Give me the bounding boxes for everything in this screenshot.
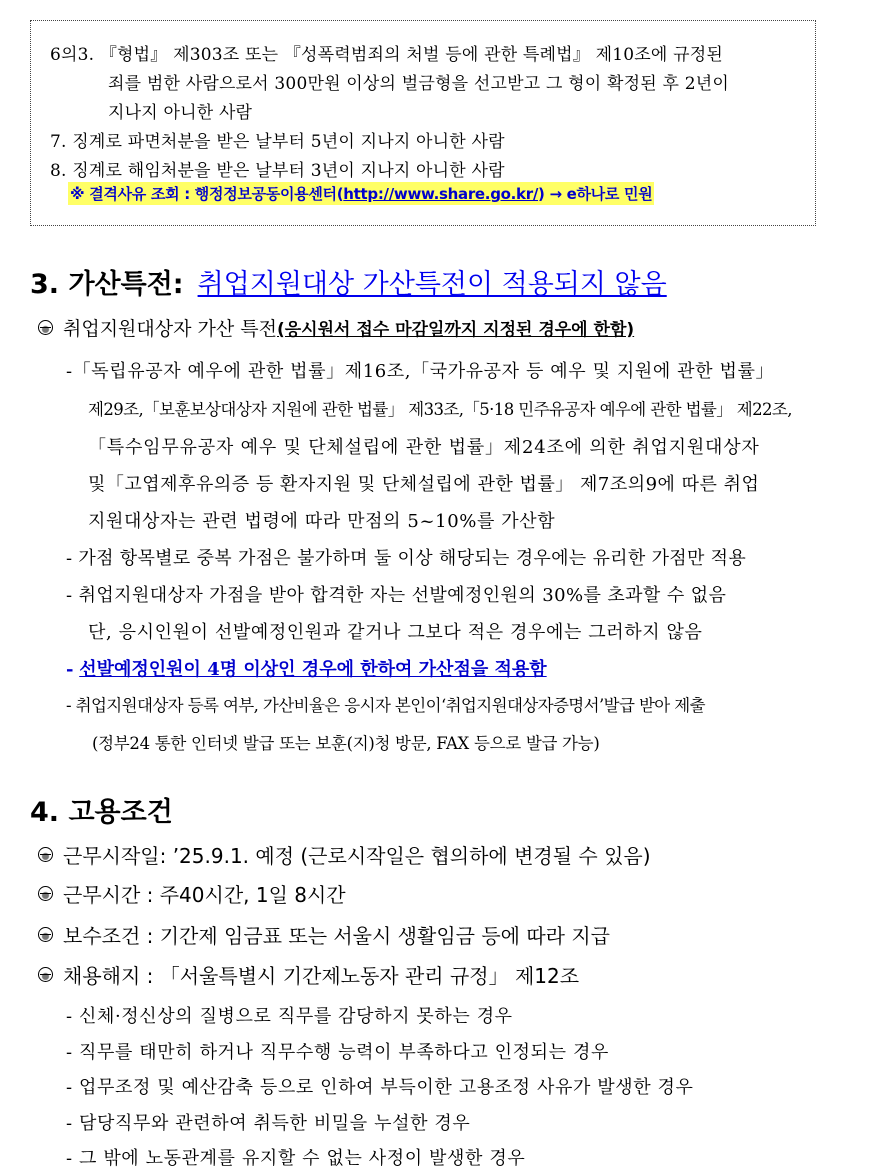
dismissal-reason-3: - 업무조정 및 예산감축 등으로 인하여 부득이한 고용조정 사유가 발생한 경우 xyxy=(66,1077,694,1098)
condition-pay xyxy=(38,920,610,949)
disqualification-notice xyxy=(68,182,654,205)
condition-hours-text: 근무시간 : 주40시간, 1일 8시간 xyxy=(63,883,346,907)
bonus-line-3: 「특수임무유공자 예우 및 단체설립에 관한 법률」제24조에 의한 취업지원대상자 xyxy=(88,437,760,458)
bonus-line-10: - 취업지원대상자 등록 여부, 가산비율은 응시자 본인이‘취업지원대상자증명서’발급 받아 제출 xyxy=(66,696,705,715)
bonus-bullet-label: 취업지원대상자 가산 특전 xyxy=(63,318,277,340)
bonus-line-2: 제29조,「보훈보상대상자 지원에 관한 법률」 제33조,「5·18 민주유공자 예우에 관한 법률」 제22조, xyxy=(88,400,792,419)
condition-dismissal xyxy=(38,960,579,989)
bullet-icon xyxy=(38,320,53,335)
bonus-line-8: 단, 응시인원이 선발예정인원과 같거나 그보다 적은 경우에는 그러하지 않음 xyxy=(88,622,703,643)
section-3-highlight: 취업지원대상 가산특전이 적용되지 않음 xyxy=(197,269,667,300)
box-line-1: 6의3. 『형법』 제303조 또는 『성폭력범죄의 처벌 등에 관한 특례법』 제10조에 규정된 xyxy=(50,45,723,65)
bonus-line-1: -「독립유공자 예우에 관한 법률」제16조,「국가유공자 등 예우 및 지원에 관한 법률」 xyxy=(66,361,775,382)
condition-start-date-text: 근무시작일: ’25.9.1. 예정 (근로시작일은 협의하에 변경될 수 있음) xyxy=(63,844,651,868)
dismissal-reason-5: - 그 밖에 노동관계를 유지할 수 없는 사정이 발생한 경우 xyxy=(66,1148,526,1169)
bonus-line-5: 지원대상자는 관련 법령에 따라 만점의 5~10%를 가산함 xyxy=(88,511,556,532)
condition-start-date xyxy=(38,840,651,869)
notice-suffix: ) → e하나로 민원 xyxy=(538,185,653,203)
bullet-icon xyxy=(38,847,53,862)
share-link[interactable]: http://www.share.go.kr/ xyxy=(343,185,538,203)
bonus-line-9 xyxy=(66,655,547,681)
condition-hours xyxy=(38,879,346,908)
box-line-4: 7. 징계로 파면처분을 받은 날부터 5년이 지나지 아니한 사람 xyxy=(50,132,505,152)
bonus-line-6: - 가점 항목별로 중복 가점은 불가하며 둘 이상 해당되는 경우에는 유리한 가점만 적용 xyxy=(66,548,747,569)
notice-prefix: ※ 결격사유 조회 : 행정정보공동이용센터( xyxy=(70,185,344,203)
bonus-line-11: (정부24 통한 인터넷 발급 또는 보훈(지)청 방문, FAX 등으로 발급 가능) xyxy=(92,734,600,753)
section-3-heading xyxy=(30,262,667,301)
bonus-line-7: - 취업지원대상자 가점을 받아 합격한 자는 선발예정인원의 30%를 초과할 수 없음 xyxy=(66,585,727,606)
box-line-5: 8. 징계로 해임처분을 받은 날부터 3년이 지나지 아니한 사람 xyxy=(50,161,505,181)
bullet-icon xyxy=(38,927,53,942)
bonus-bullet xyxy=(38,314,634,341)
section-4-heading: 4. 고용조건 xyxy=(30,797,173,828)
box-line-3: 지나지 아니한 사람 xyxy=(108,103,253,123)
dismissal-reason-4: - 담당직무와 관련하여 취득한 비밀을 누설한 경우 xyxy=(66,1113,471,1134)
bullet-icon xyxy=(38,967,53,982)
bonus-line-9-dash: - xyxy=(66,659,74,680)
bonus-line-4: 및「고엽제후유의증 등 환자지원 및 단체설립에 관한 법률」 제7조의9에 따른 취업 xyxy=(88,474,760,495)
condition-dismissal-text: 채용해지 : 「서울특별시 기간제노동자 관리 규정」 제12조 xyxy=(63,964,580,988)
bullet-icon xyxy=(38,886,53,901)
bonus-bullet-condition: (응시원서 접수 마감일까지 지정된 경우에 한함) xyxy=(276,320,635,340)
condition-pay-text: 보수조건 : 기간제 임금표 또는 서울시 생활임금 등에 따라 지급 xyxy=(63,924,610,948)
section-3-title: 3. 가산특전: xyxy=(30,269,184,300)
bonus-line-9-text: 선발예정인원이 4명 이상인 경우에 한하여 가산점을 적용함 xyxy=(79,659,547,680)
box-line-2: 죄를 범한 사람으로서 300만원 이상의 벌금형을 선고받고 그 형이 확정된 후 2년이 xyxy=(108,74,729,94)
dismissal-reason-2: - 직무를 태만히 하거나 직무수행 능력이 부족하다고 인정되는 경우 xyxy=(66,1042,609,1063)
dismissal-reason-1: - 신체·정신상의 질병으로 직무를 감당하지 못하는 경우 xyxy=(66,1006,513,1027)
